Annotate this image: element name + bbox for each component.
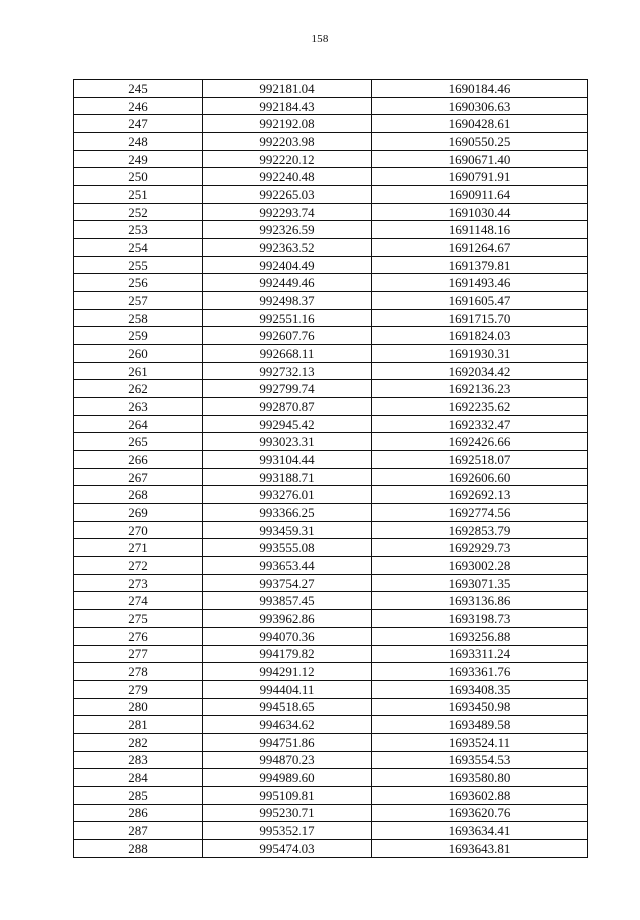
point-number-cell: 276 [74, 627, 203, 645]
y-coordinate-cell: 1691605.47 [372, 292, 588, 310]
x-coordinate-cell: 994070.36 [203, 627, 372, 645]
point-number-cell: 255 [74, 256, 203, 274]
y-coordinate-cell: 1693071.35 [372, 574, 588, 592]
x-coordinate-cell: 992404.49 [203, 256, 372, 274]
point-number-cell: 267 [74, 468, 203, 486]
x-coordinate-cell: 992945.42 [203, 415, 372, 433]
point-number-cell: 277 [74, 645, 203, 663]
table-row [74, 203, 588, 221]
point-number-cell: 249 [74, 150, 203, 168]
table-row [74, 839, 588, 857]
y-coordinate-cell: 1692853.79 [372, 521, 588, 539]
point-number-cell: 273 [74, 574, 203, 592]
y-coordinate-cell: 1693408.35 [372, 680, 588, 698]
point-number-cell: 283 [74, 751, 203, 769]
table-row [74, 451, 588, 469]
x-coordinate-cell: 992732.13 [203, 362, 372, 380]
y-coordinate-cell: 1691493.46 [372, 274, 588, 292]
table-row [74, 327, 588, 345]
table-row [74, 150, 588, 168]
x-coordinate-cell: 994291.12 [203, 663, 372, 681]
table-row [74, 627, 588, 645]
y-coordinate-cell: 1691824.03 [372, 327, 588, 345]
y-coordinate-cell: 1693554.53 [372, 751, 588, 769]
point-number-cell: 262 [74, 380, 203, 398]
y-coordinate-cell: 1692774.56 [372, 504, 588, 522]
x-coordinate-cell: 994518.65 [203, 698, 372, 716]
x-coordinate-cell: 992293.74 [203, 203, 372, 221]
x-coordinate-cell: 995109.81 [203, 786, 372, 804]
point-number-cell: 253 [74, 221, 203, 239]
x-coordinate-cell: 992607.76 [203, 327, 372, 345]
point-number-cell: 251 [74, 186, 203, 204]
point-number-cell: 259 [74, 327, 203, 345]
table-row [74, 186, 588, 204]
table-row [74, 645, 588, 663]
table-row [74, 592, 588, 610]
y-coordinate-cell: 1692426.66 [372, 433, 588, 451]
y-coordinate-cell: 1693136.86 [372, 592, 588, 610]
y-coordinate-cell: 1690911.64 [372, 186, 588, 204]
y-coordinate-cell: 1691379.81 [372, 256, 588, 274]
table-row [74, 168, 588, 186]
y-coordinate-cell: 1693256.88 [372, 627, 588, 645]
y-coordinate-cell: 1691264.67 [372, 239, 588, 257]
table-row [74, 468, 588, 486]
table-row [74, 733, 588, 751]
table-row [74, 415, 588, 433]
table-row [74, 786, 588, 804]
table-row [74, 274, 588, 292]
table-row [74, 97, 588, 115]
y-coordinate-cell: 1690428.61 [372, 115, 588, 133]
x-coordinate-cell: 992668.11 [203, 345, 372, 363]
point-number-cell: 263 [74, 398, 203, 416]
y-coordinate-cell: 1692606.60 [372, 468, 588, 486]
x-coordinate-cell: 992220.12 [203, 150, 372, 168]
table-row [74, 115, 588, 133]
point-number-cell: 268 [74, 486, 203, 504]
table-row [74, 221, 588, 239]
point-number-cell: 248 [74, 133, 203, 151]
x-coordinate-cell: 993188.71 [203, 468, 372, 486]
y-coordinate-cell: 1693450.98 [372, 698, 588, 716]
x-coordinate-cell: 992363.52 [203, 239, 372, 257]
x-coordinate-cell: 992181.04 [203, 80, 372, 98]
x-coordinate-cell: 994404.11 [203, 680, 372, 698]
table-row [74, 345, 588, 363]
y-coordinate-cell: 1693602.88 [372, 786, 588, 804]
point-number-cell: 275 [74, 610, 203, 628]
x-coordinate-cell: 994870.23 [203, 751, 372, 769]
x-coordinate-cell: 995352.17 [203, 822, 372, 840]
x-coordinate-cell: 992799.74 [203, 380, 372, 398]
x-coordinate-cell: 994751.86 [203, 733, 372, 751]
point-number-cell: 252 [74, 203, 203, 221]
table-row [74, 521, 588, 539]
x-coordinate-cell: 995474.03 [203, 839, 372, 857]
table-row [74, 239, 588, 257]
point-number-cell: 258 [74, 309, 203, 327]
y-coordinate-cell: 1693002.28 [372, 557, 588, 575]
point-number-cell: 282 [74, 733, 203, 751]
x-coordinate-cell: 993459.31 [203, 521, 372, 539]
x-coordinate-cell: 992870.87 [203, 398, 372, 416]
table-row [74, 504, 588, 522]
point-number-cell: 260 [74, 345, 203, 363]
point-number-cell: 285 [74, 786, 203, 804]
x-coordinate-cell: 992203.98 [203, 133, 372, 151]
point-number-cell: 272 [74, 557, 203, 575]
x-coordinate-cell: 994634.62 [203, 716, 372, 734]
x-coordinate-cell: 993366.25 [203, 504, 372, 522]
x-coordinate-cell: 992498.37 [203, 292, 372, 310]
table-row [74, 610, 588, 628]
table-row [74, 804, 588, 822]
x-coordinate-cell: 993857.45 [203, 592, 372, 610]
table-row [74, 539, 588, 557]
x-coordinate-cell: 995230.71 [203, 804, 372, 822]
y-coordinate-cell: 1690791.91 [372, 168, 588, 186]
point-number-cell: 281 [74, 716, 203, 734]
point-number-cell: 246 [74, 97, 203, 115]
x-coordinate-cell: 993653.44 [203, 557, 372, 575]
table-row [74, 574, 588, 592]
point-number-cell: 271 [74, 539, 203, 557]
table-row [74, 398, 588, 416]
table-row [74, 380, 588, 398]
x-coordinate-cell: 992192.08 [203, 115, 372, 133]
table-row [74, 256, 588, 274]
y-coordinate-cell: 1693524.11 [372, 733, 588, 751]
point-number-cell: 256 [74, 274, 203, 292]
y-coordinate-cell: 1691030.44 [372, 203, 588, 221]
x-coordinate-cell: 992265.03 [203, 186, 372, 204]
table-row [74, 822, 588, 840]
point-number-cell: 261 [74, 362, 203, 380]
table-row [74, 80, 588, 98]
point-number-cell: 257 [74, 292, 203, 310]
point-number-cell: 278 [74, 663, 203, 681]
y-coordinate-cell: 1693620.76 [372, 804, 588, 822]
y-coordinate-cell: 1690184.46 [372, 80, 588, 98]
point-number-cell: 284 [74, 769, 203, 787]
point-number-cell: 265 [74, 433, 203, 451]
y-coordinate-cell: 1692034.42 [372, 362, 588, 380]
table-row [74, 292, 588, 310]
coordinates-table [73, 79, 588, 858]
y-coordinate-cell: 1692332.47 [372, 415, 588, 433]
y-coordinate-cell: 1693634.41 [372, 822, 588, 840]
y-coordinate-cell: 1693489.58 [372, 716, 588, 734]
table-row [74, 133, 588, 151]
y-coordinate-cell: 1691148.16 [372, 221, 588, 239]
x-coordinate-cell: 993555.08 [203, 539, 372, 557]
x-coordinate-cell: 994989.60 [203, 769, 372, 787]
y-coordinate-cell: 1690550.25 [372, 133, 588, 151]
table-row [74, 698, 588, 716]
point-number-cell: 264 [74, 415, 203, 433]
y-coordinate-cell: 1692929.73 [372, 539, 588, 557]
x-coordinate-cell: 993276.01 [203, 486, 372, 504]
x-coordinate-cell: 994179.82 [203, 645, 372, 663]
table-row [74, 557, 588, 575]
table-row [74, 486, 588, 504]
x-coordinate-cell: 993104.44 [203, 451, 372, 469]
point-number-cell: 286 [74, 804, 203, 822]
point-number-cell: 287 [74, 822, 203, 840]
y-coordinate-cell: 1691930.31 [372, 345, 588, 363]
x-coordinate-cell: 992551.16 [203, 309, 372, 327]
x-coordinate-cell: 992240.48 [203, 168, 372, 186]
page-number: 158 [311, 33, 329, 45]
y-coordinate-cell: 1690306.63 [372, 97, 588, 115]
x-coordinate-cell: 993962.86 [203, 610, 372, 628]
point-number-cell: 280 [74, 698, 203, 716]
table-row [74, 680, 588, 698]
table-row [74, 362, 588, 380]
table-row [74, 716, 588, 734]
table-row [74, 433, 588, 451]
table-row [74, 769, 588, 787]
x-coordinate-cell: 992326.59 [203, 221, 372, 239]
table-row [74, 663, 588, 681]
x-coordinate-cell: 993754.27 [203, 574, 372, 592]
point-number-cell: 288 [74, 839, 203, 857]
y-coordinate-cell: 1692235.62 [372, 398, 588, 416]
y-coordinate-cell: 1693580.80 [372, 769, 588, 787]
point-number-cell: 266 [74, 451, 203, 469]
x-coordinate-cell: 992449.46 [203, 274, 372, 292]
y-coordinate-cell: 1693198.73 [372, 610, 588, 628]
y-coordinate-cell: 1693361.76 [372, 663, 588, 681]
point-number-cell: 250 [74, 168, 203, 186]
y-coordinate-cell: 1692136.23 [372, 380, 588, 398]
point-number-cell: 245 [74, 80, 203, 98]
table-row [74, 751, 588, 769]
coordinates-table-body [74, 80, 588, 858]
point-number-cell: 254 [74, 239, 203, 257]
y-coordinate-cell: 1693643.81 [372, 839, 588, 857]
point-number-cell: 270 [74, 521, 203, 539]
point-number-cell: 269 [74, 504, 203, 522]
y-coordinate-cell: 1691715.70 [372, 309, 588, 327]
table-row [74, 309, 588, 327]
y-coordinate-cell: 1692692.13 [372, 486, 588, 504]
y-coordinate-cell: 1692518.07 [372, 451, 588, 469]
y-coordinate-cell: 1690671.40 [372, 150, 588, 168]
x-coordinate-cell: 993023.31 [203, 433, 372, 451]
y-coordinate-cell: 1693311.24 [372, 645, 588, 663]
x-coordinate-cell: 992184.43 [203, 97, 372, 115]
point-number-cell: 247 [74, 115, 203, 133]
point-number-cell: 274 [74, 592, 203, 610]
point-number-cell: 279 [74, 680, 203, 698]
